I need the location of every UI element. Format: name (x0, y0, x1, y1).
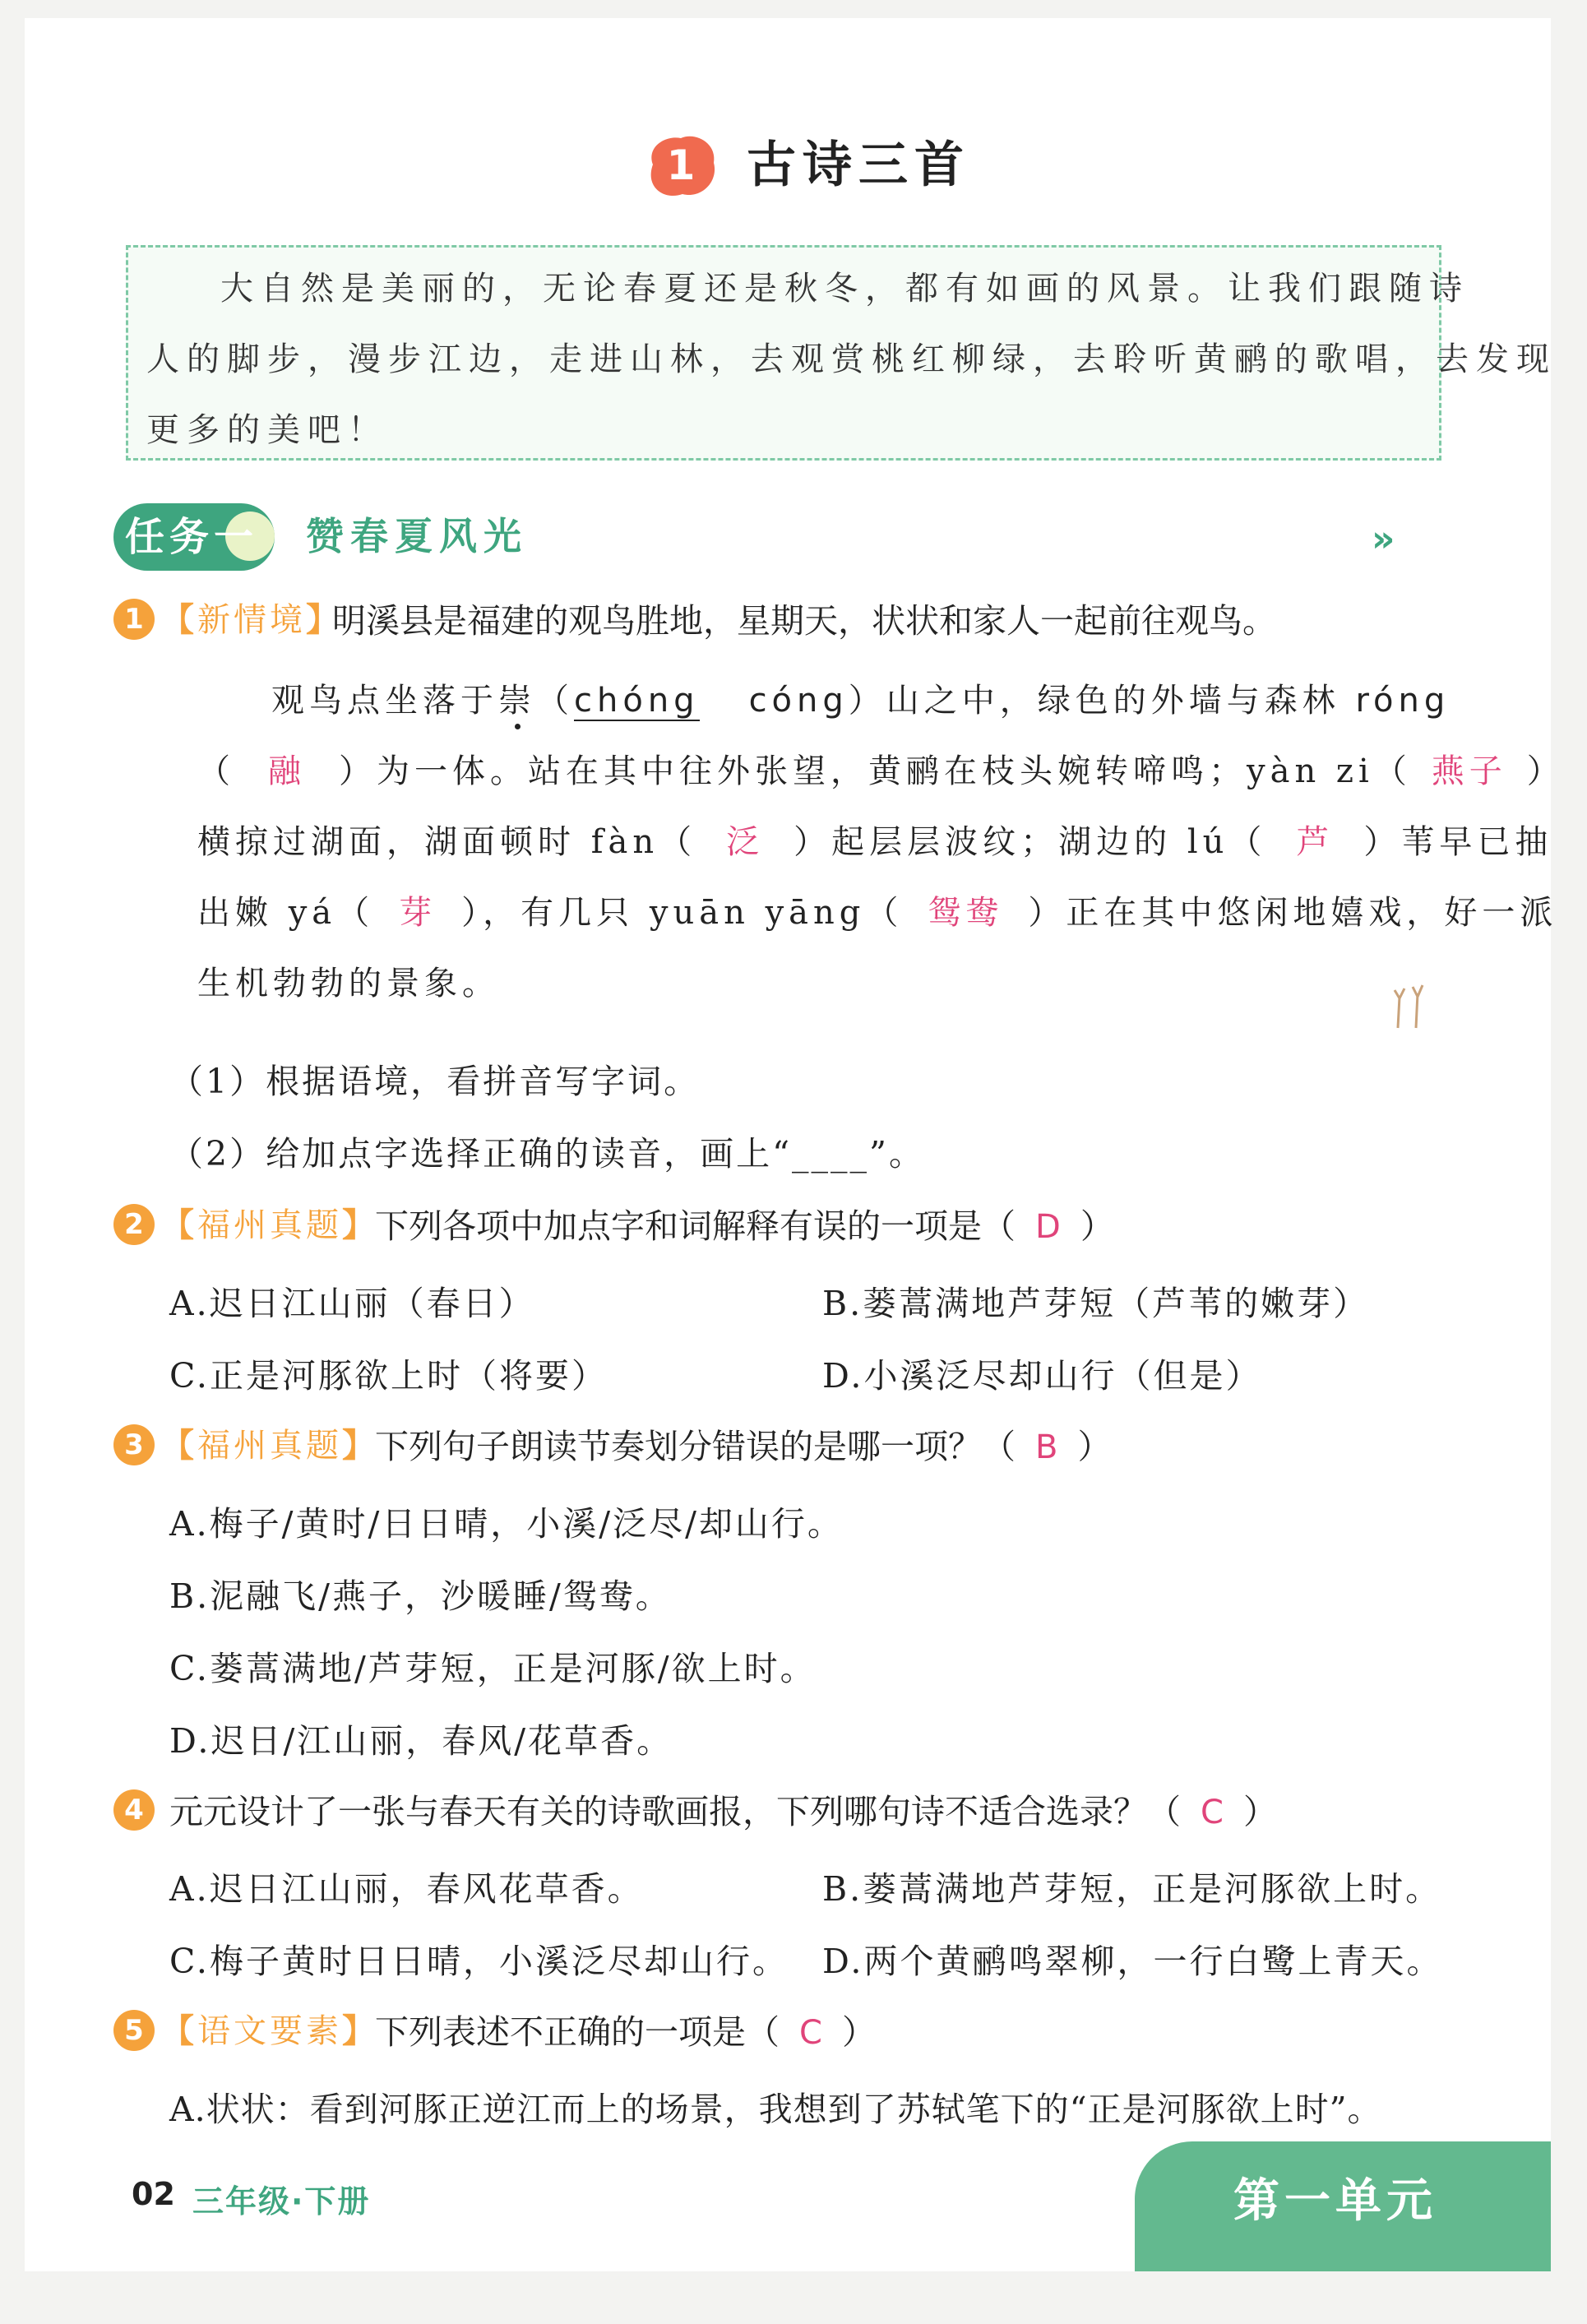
option-a: A.迟日江山丽，春风花草香。 (169, 1869, 644, 1909)
option-b: B.泥融飞/燕子，沙暖睡/鸳鸯。 (169, 1576, 672, 1616)
question-tag: 【福州真题】 (161, 1426, 378, 1465)
answer-text: 芽 (399, 894, 437, 932)
option-a: A.状状：看到河豚正逆江而上的场景，我想到了苏轼笔下的“正是河豚欲上时”。 (169, 2090, 1382, 2129)
answer-text: 鸳鸯 (928, 894, 1004, 932)
question-text: 下列句子朗读节奏划分错误的是哪一项？（ B ） (375, 1427, 1112, 1466)
question-number: 5 (113, 2010, 155, 2051)
question-number: 4 (113, 1789, 155, 1831)
grade-label: 三年级·下册 (192, 2183, 371, 2220)
answer-text: 芦 (1296, 823, 1335, 861)
task-title: 赞春夏风光 (306, 514, 528, 558)
option-d: D.小溪泛尽却山行（但是） (822, 1356, 1262, 1396)
question-number: 1 (113, 599, 155, 640)
sub-question: （1）根据语境，看拼音写字词。 (169, 1062, 701, 1101)
passage-line: 出嫩 yá（ 芽 ），有几只 yuān yāng（ 鸳鸯 ）正在其中悠闲地嬉戏，好一派 (197, 894, 1558, 932)
option-c: C.蒌蒿满地/芦芽短，正是河豚/欲上时。 (169, 1649, 817, 1688)
intro-line: 大自然是美丽的，无论春夏还是秋冬，都有如画的风景。让我们跟随诗 (220, 270, 1469, 308)
answer-text: 燕子 (1431, 752, 1507, 790)
question-tag: 【新情境】 (161, 600, 342, 639)
question-tag: 【福州真题】 (161, 1206, 378, 1244)
unit-label: 第一单元 (1233, 2174, 1437, 2228)
intro-line: 人的脚步，漫步江边，走进山林，去观赏桃红柳绿，去聆听黄鹂的歌唱，去发现 (146, 340, 1557, 378)
answer-text: B (1035, 1428, 1058, 1466)
answer-text: C (1201, 1794, 1224, 1831)
option-d: D.迟日/江山丽，春风/花草香。 (169, 1721, 673, 1761)
passage-line: 生机勃勃的景象。 (197, 965, 500, 1002)
answer-text: 泛 (726, 823, 765, 861)
question-number: 3 (113, 1424, 155, 1465)
question-text: 明溪县是福建的观鸟胜地，星期天，状状和家人一起前往观鸟。 (332, 601, 1276, 641)
answer-text: C (799, 2014, 822, 2052)
sub-question: （2）给加点字选择正确的读音，画上“____”。 (169, 1134, 926, 1174)
double-chevron-right-icon: » (1372, 518, 1395, 560)
option-b: B.蒌蒿满地芦芽短，正是河豚欲上时。 (822, 1869, 1442, 1909)
answer-text: 融 (268, 752, 306, 790)
question-text: 下列表述不正确的一项是（ C ） (375, 2012, 876, 2052)
answer-text: D (1035, 1208, 1061, 1246)
passage-line: （ 融 ）为一体。站在其中往外张望，黄鹂在枝头婉转啼鸣；yàn zi（ 燕子 ） (197, 752, 1565, 790)
reed-icon (1388, 984, 1429, 1030)
passage-line: 观鸟点坐落于崇（chóng cóng）山之中，绿色的外墙与森林 róng (271, 682, 1451, 720)
lesson-number: 1 (666, 141, 696, 189)
option-a: A.迟日江山丽（春日） (169, 1284, 535, 1323)
option-c: C.正是河豚欲上时（将要） (169, 1356, 608, 1396)
question-number: 2 (113, 1204, 155, 1245)
option-b: B.蒌蒿满地芦芽短（芦苇的嫩芽） (822, 1284, 1370, 1323)
question-text: 下列各项中加点字和词解释有误的一项是（ D ） (375, 1206, 1114, 1246)
intro-line: 更多的美吧！ (146, 411, 388, 449)
option-d: D.两个黄鹂鸣翠柳，一行白鹭上青天。 (822, 1942, 1443, 1981)
page-number: 02 (132, 2176, 175, 2212)
question-text: 元元设计了一张与春天有关的诗歌画报，下列哪句诗不适合选录？（ C ） (169, 1792, 1277, 1831)
task-label: 任务一 (125, 514, 259, 560)
question-tag: 【语文要素】 (161, 2012, 378, 2050)
option-c: C.梅子黄时日日晴，小溪泛尽却山行。 (169, 1942, 789, 1981)
passage-line: 横掠过湖面，湖面顿时 fàn（ 泛 ）起层层波纹；湖边的 lú（ 芦 ）苇早已抽 (197, 823, 1553, 861)
intro-box (126, 245, 1557, 461)
option-a: A.梅子/黄时/日日晴，小溪/泛尽/却山行。 (169, 1504, 844, 1544)
lesson-title: 古诗三首 (747, 137, 970, 194)
